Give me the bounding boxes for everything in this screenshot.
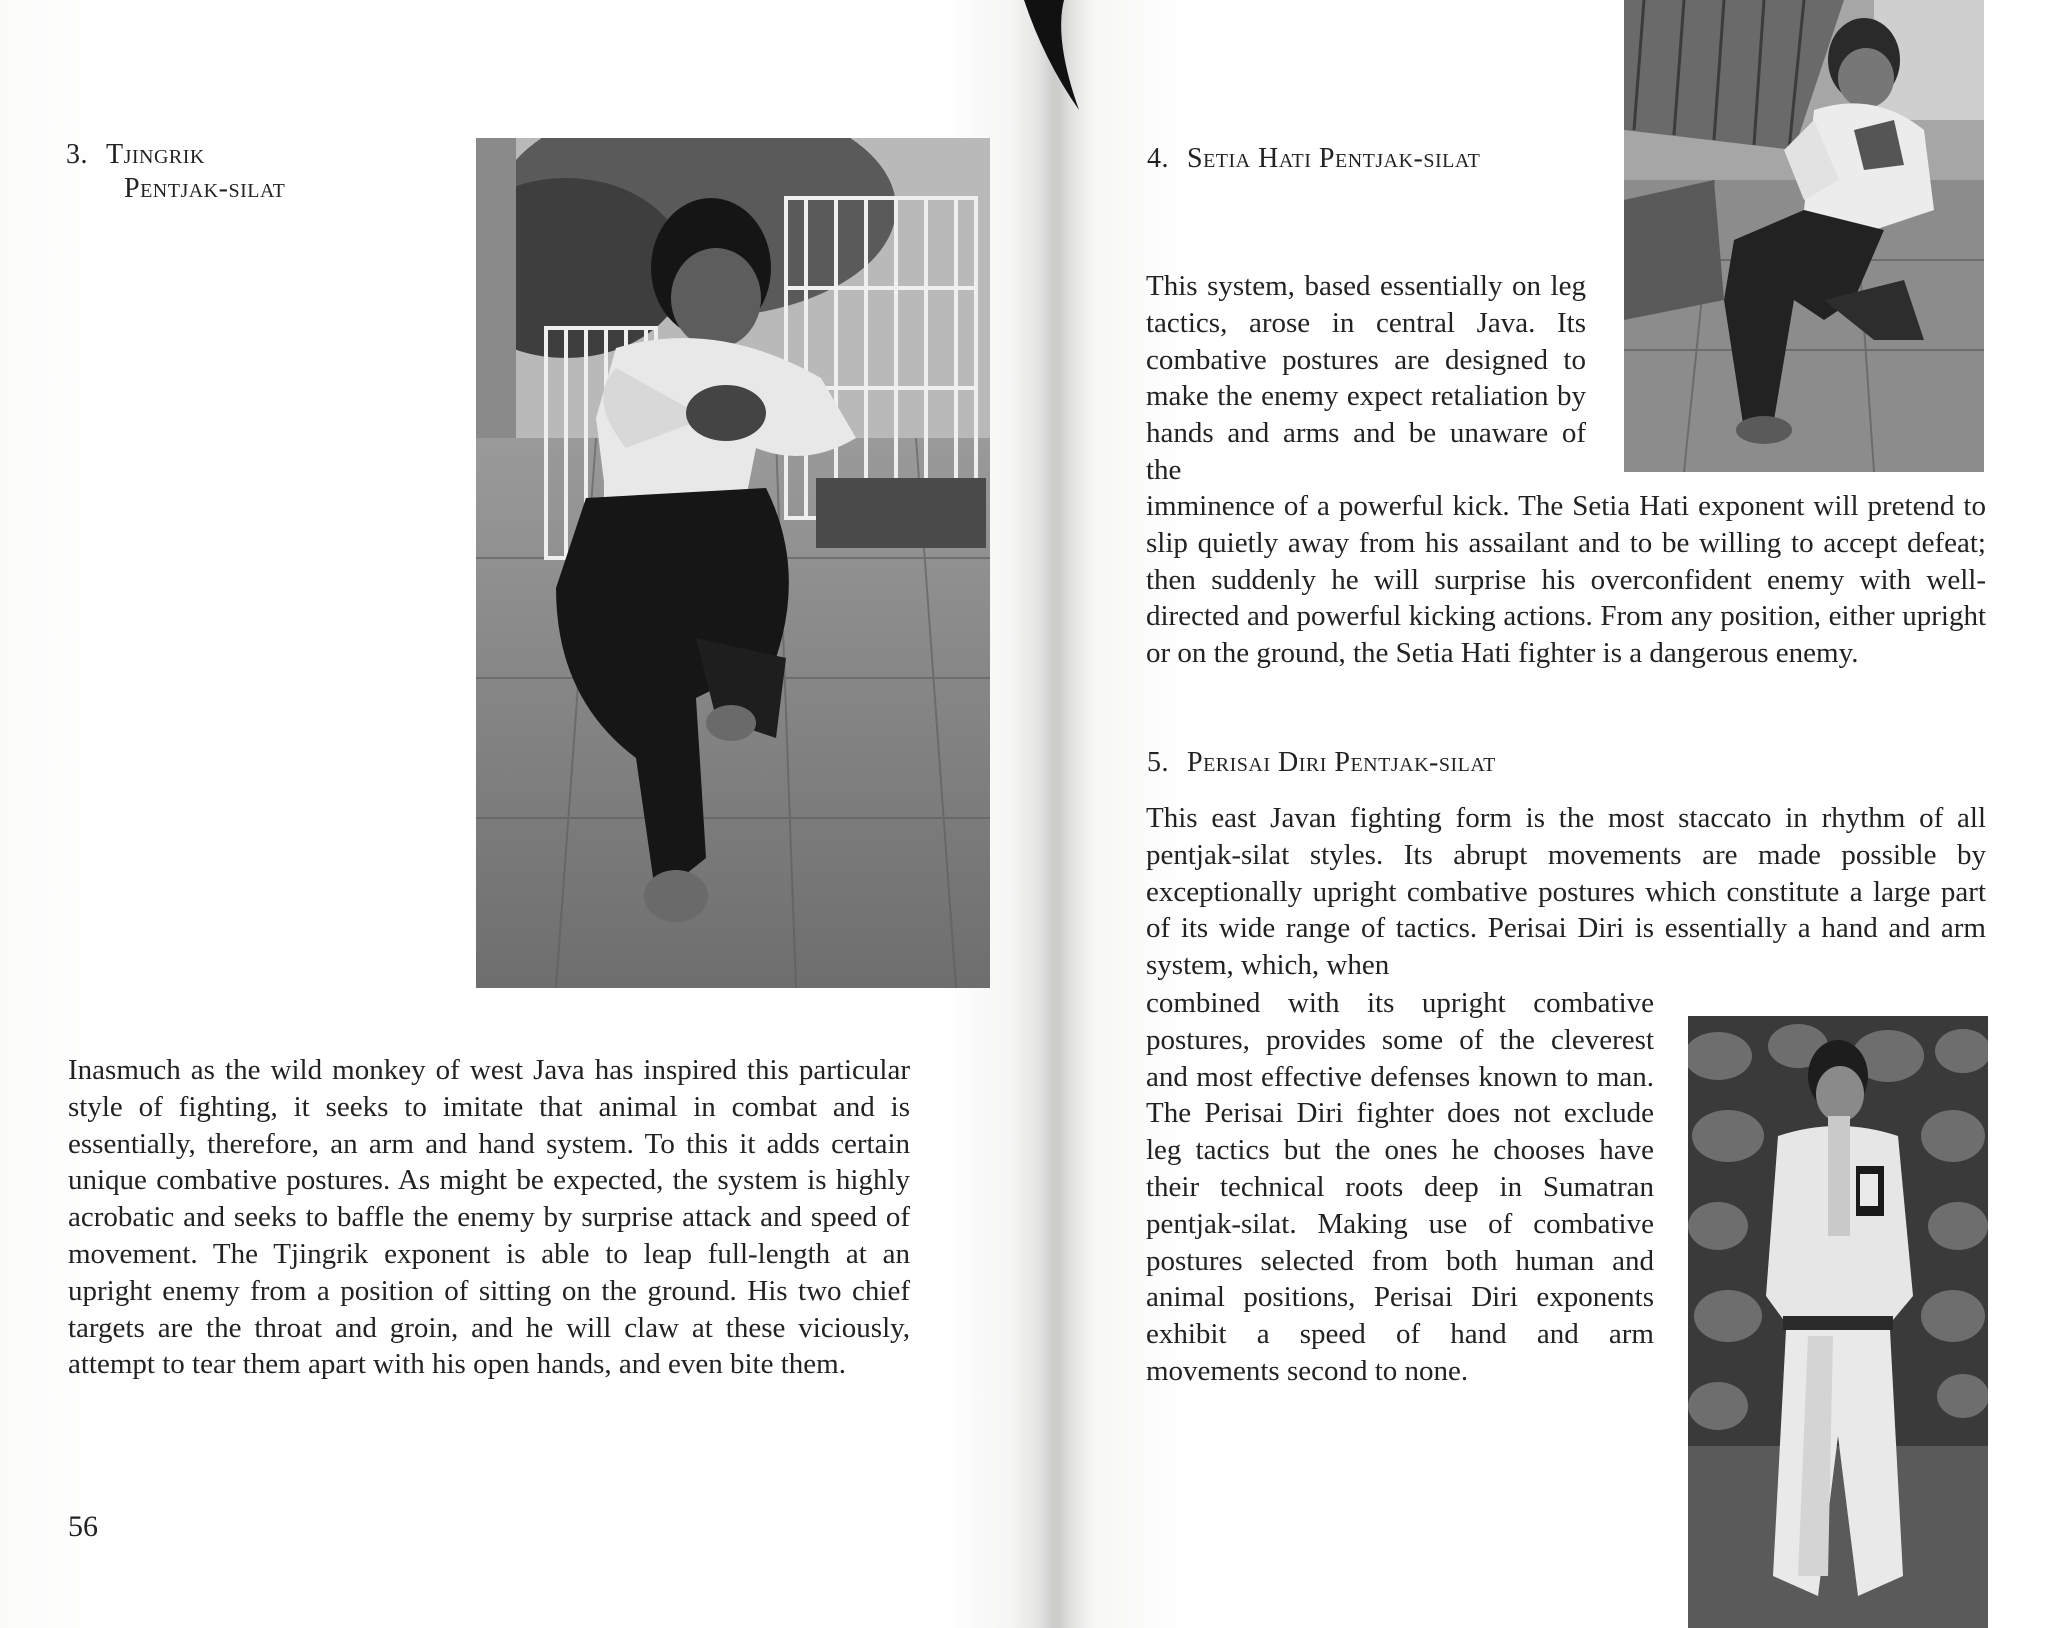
- page-corner-shadow: [1024, 0, 1084, 110]
- section-5-body-full: This east Javan fighting form is the most staccato in rhythm of all pentjak-silat styles. Its abrupt movements are made possible by exceptionally upright combative postures which constitute a large part of its wide range of tactics. Perisai Diri is essentially a hand and arm system, which, when: [1146, 802, 1986, 982]
- photo-tjingrik-stance: [476, 138, 990, 988]
- section-4-body-wrapped: This system, based essentially on leg tactics, arose in central Java. Its combative postures are designed to make the enemy expect retaliation by hands and arms and be unaware of the: [1146, 270, 1586, 486]
- section-3-title-line1: Tjingrik: [106, 139, 205, 170]
- section-4-number: 4.: [1147, 143, 1169, 174]
- section-3-number: 3.: [66, 139, 88, 170]
- page-number-left: 56: [68, 1510, 98, 1543]
- section-3-body: Inasmuch as the wild monkey of west Java has inspired this particular style of fighting, it seeks to imitate that animal in combat and is essentially, therefore, an arm and hand system. To this it adds certain unique combative postures. As might be expected, the system is highly acrobatic and seeks to baffle the enemy by surprise attack and speed of movement. The Tjingrik exponent is able to leap full-length at an upright enemy from a position of sitting on the ground. His two chief targets are the throat and groin, and he will claw at these viciously, attempt to tear them apart with his open hands, and even bite them.: [68, 1054, 910, 1381]
- section-4-heading: [1147, 142, 1480, 176]
- section-4-body-full: imminence of a powerful kick. The Setia Hati exponent will pretend to slip quietly away from his assailant and to be willing to accept defeat; then suddenly he will surprise his overconfident enemy with well-directed and powerful kicking actions. From any position, either upright or on the ground, the Setia Hati fighter is a dangerous enemy.: [1146, 490, 1986, 670]
- photo-perisai-diri-stance: [1688, 1016, 1988, 1628]
- photo-setia-hati-stance: [1624, 0, 1984, 472]
- section-5-title: Perisai Diri Pentjak-silat: [1187, 747, 1496, 778]
- section-4-title: Setia Hati Pentjak-silat: [1187, 143, 1481, 174]
- section-5-heading: [1147, 746, 1496, 780]
- section-5-number: 5.: [1147, 747, 1169, 778]
- section-3-title-line2: Pentjak-silat: [124, 173, 286, 204]
- section-5-body-wrapped: combined with its upright combative postures, provides some of the cleverest and most effective defenses known to man. The Perisai Diri fighter does not exclude leg tactics but the ones he chooses have their technical roots deep in Sumatran pentjak-silat. Making use of combative postures selected from both human and animal positions, Perisai Diri exponents exhibit a speed of hand and arm movements second to none.: [1146, 987, 1654, 1387]
- section-3-heading: [66, 138, 285, 206]
- book-gutter-shadow: [1010, 0, 1090, 1628]
